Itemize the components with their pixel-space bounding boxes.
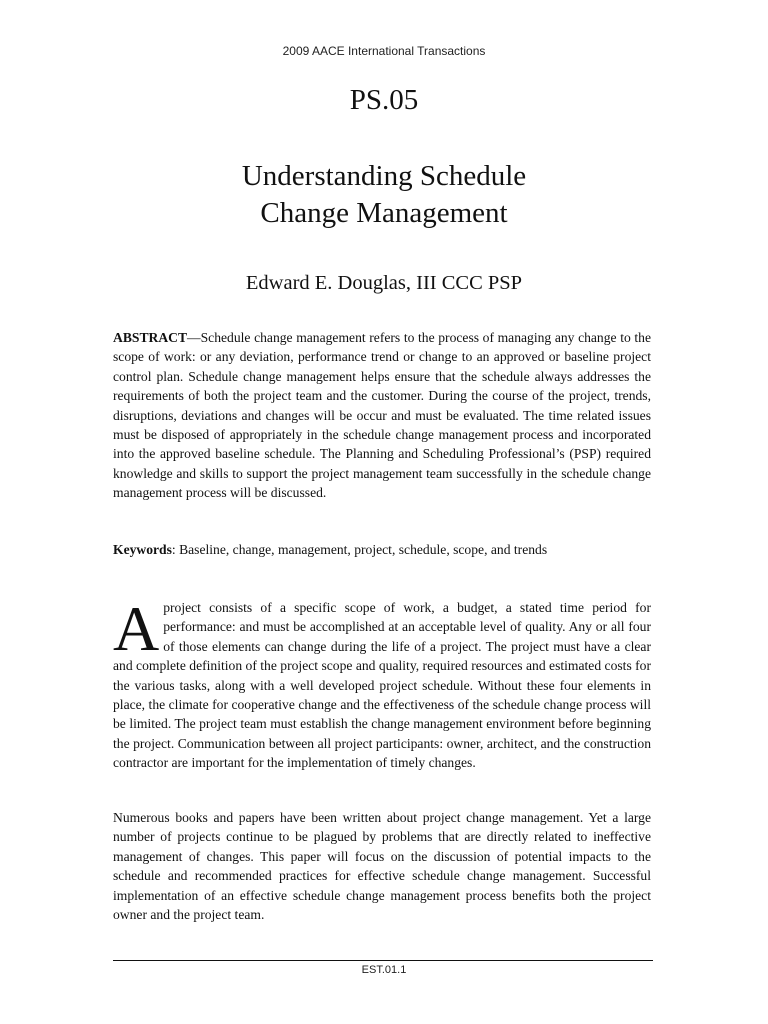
- abstract-separator: —: [187, 330, 201, 345]
- page-number: EST.01.1: [361, 964, 407, 976]
- keywords-text: : Baseline, change, management, project, schedule, scope, and trends: [171, 542, 548, 557]
- paper-title: [0, 158, 768, 232]
- keywords-line: [113, 540, 651, 559]
- paper-title-line-2: Change Management: [260, 197, 508, 229]
- abstract-text: Schedule change management refers to the process of managing any change to the scope of work: or any deviation, performance trend or change to an approved or baseline project control plan. Schedule change management helps ensure that the schedule always addresses the requirements of both the project team and the customer. During the course of the project, trends, disruptions, deviations and changes will be occur and must be evaluated. The time related issues must be disposed of appropriately in the schedule change management process and incorporated into the approved baseline schedule. The Planning and Scheduling Professional’s (PSP) required knowledge and skills to support the project management team successfully in the schedule change management process will be discussed.: [113, 330, 651, 501]
- abstract-paragraph: [113, 328, 651, 503]
- footer-rule: [113, 960, 653, 961]
- paper-id: PS.05: [349, 84, 419, 116]
- body-paragraph-1-text: project consists of a specific scope of work, a budget, a stated time period for performance: and must be accomplished at an acceptable level of quality. Any or all four of those elements can change during the life of a project. The project must have a clear and complete definition of the project scope and quality, required resources and estimated costs for the various tasks, along with a well developed project schedule. Without these four elements in place, the climate for cooperative change and the effectiveness of the schedule change process will be limited. The project team must establish the change management environment before beginning the project. Communication between all project participants: owner, architect, and the construction contractor are important for the implementation of timely changes.: [113, 600, 651, 771]
- abstract-label: ABSTRACT: [113, 330, 188, 345]
- keywords-label: Keywords: [113, 542, 172, 557]
- author-name: Edward E. Douglas, III CCC PSP: [245, 272, 523, 294]
- paper-title-line-1: Understanding Schedule: [241, 160, 527, 192]
- body-paragraph-2: Numerous books and papers have been written about project change management. Yet a large number of projects continue to be plagued by problems that are directly related to ineffective management of changes. This paper will focus on the discussion of potential impacts to the schedule and recommended practices for effective schedule change management. Successful implementation of an effective schedule change management process benefits both the project owner and the project team.: [113, 810, 651, 923]
- body-paragraph-1: [113, 593, 651, 773]
- running-header: 2009 AACE International Transactions: [282, 44, 486, 58]
- drop-cap: A: [113, 593, 160, 664]
